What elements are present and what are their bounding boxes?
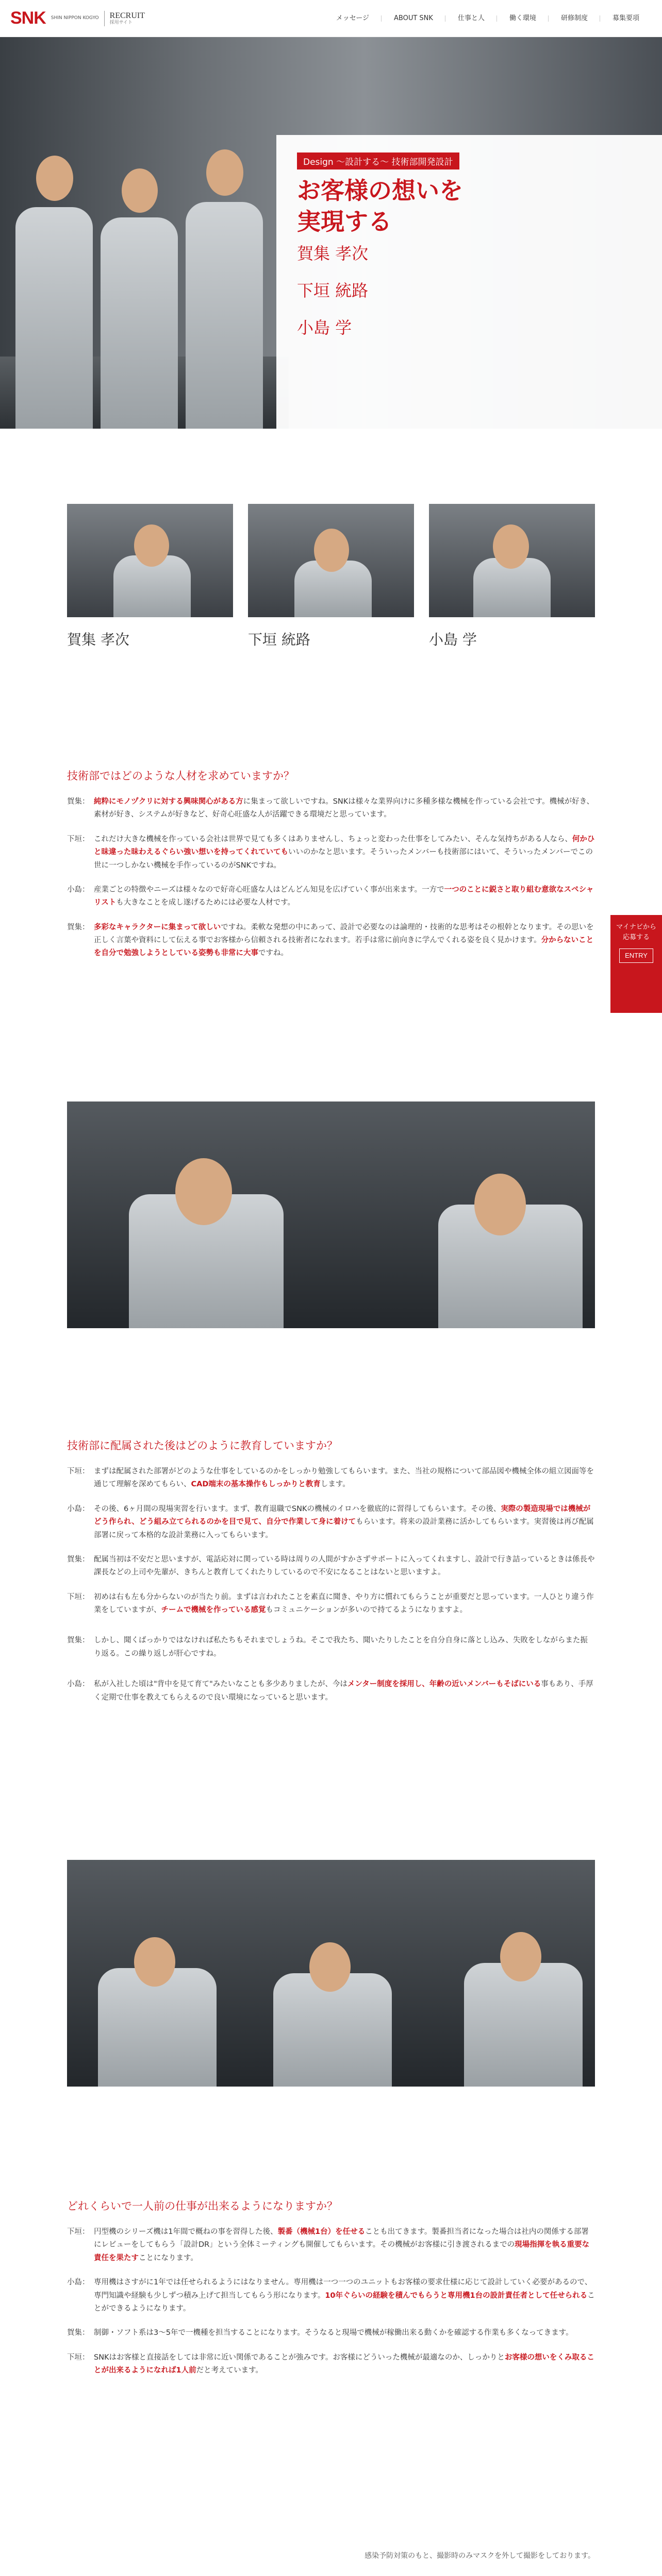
qa-section-1 [67,768,595,972]
hero-name-1: 賀集 孝次 [297,243,369,263]
answer: 下垣： これだけ大きな機械を作っている会社は世界で見ても多くはありませんし、ちょっと変わった仕事をしてみたい、そんな気持ちがある人なら、何かひと昧違った昧わえるぐらい強い想いを持ってくれていてもいいのかなと思います。そういったメンバーも技術部にはいて、そういったメンバーでこの世に一つしかない機械を手作っているのがSNKですね。 [67,835,595,870]
member-card [429,504,595,649]
member-photo [429,504,595,617]
nav-requirements[interactable]: 募集要項 [612,14,639,22]
question-heading: どれくらいで一人前の仕事が出来るようになりますか？ [67,2200,338,2212]
hero-photo [0,37,289,429]
answer: 下垣： SNKはお客様と直接話をしては非常に近い関係であることが強みです。お客様にどういった機械が最適なのか、しっかりとお客様の想いをくみ取ることが出来るようになれば1人前だと考えています。 [67,2353,594,2375]
member-photo [248,504,414,617]
member-card [67,504,233,649]
global-nav [324,0,652,37]
answer: 小島： その後、6ヶ月間の現場実習を行います。まず、教育退職でSNKの機械のイロハを徹底的に習得してもらいます。その後、実際の製造現場では機械がどう作られ、どう組み立てられるのかを目で見て、自分で作業して身に着けてもらいます。将来の設計業務に活かしてもらいます。実習後は再び配属部署に戻って本格的な設計業務に入ってもらいます。 [67,1504,594,1539]
hero-tag: Design ～設計する～ 技術部開発設計 [297,152,459,170]
interview-photo-2 [67,1860,595,2087]
answer: 小島： 産業ごとの特徴やニーズは様々なので好奇心旺盛な人はどんどん知見を広げていく事が出来ます。一方で一つのことに鋭さと取り組む意欲なスペシャリストも大きなことを成し遂げるためには必要な人材です。 [67,885,594,907]
logo-snk: SNK [10,8,46,28]
hero-section [0,37,662,429]
answer: 小島： 私が入社した頃は"背中を見て育て"みたいなことも多少ありましたが、今はメンター制度を採用し、年齢の近いメンバーもそばにいる事もあり、手厚く定期で仕事を教えてもらえるので良い環境になっていると思います。 [67,1680,593,1702]
entry-button[interactable]: ENTRY [619,948,653,963]
qa-section-2 [67,1437,595,1716]
answer: 賀集： しかし、聞くばっかりではなければ私たちもそれまでしょうね。そこで我たち、聞いたりしたことを自分自身に落とし込み、失敗をしながらまた振り返る。この繰り返しが肝心ですね。 [67,1636,588,1658]
hero-name-3: 小島 学 [297,317,352,337]
member-name: 賀集 孝次 [67,631,129,648]
answer: 小島： 専用機はさすがに1年では任せられるようにはなりません。専用機は一つ一つのユニットもお客様の要求仕様に応じて設計していく必要があるので、専門知識や経験も少しずつ積み上げて担当してもらう形になります。10年ぐらいの経験を積んでもらうと専用機1台の設計責任者として任せられることができるようになります。 [67,2278,595,2313]
member-name: 下垣 統路 [248,631,310,648]
answer: 下垣： 初めは右も左も分からないのが当たり前。まずは言われたことを素直に聞き、やり方に慣れてもらうことが重要だと思っています。一人ひとり違う作業をしていますが、チームで機械を作っている感覚もコミュニケーションが多いので持てるようになりますよ。 [67,1592,594,1614]
member-photo [67,504,233,617]
site-header [0,0,662,37]
question-heading: 技術部に配属された後はどのように教育していますか？ [67,1439,338,1452]
recruit-logo: RECRUIT 採用サイト [109,11,145,25]
photo-caption: 感染予防対策のもと、撮影時のみマスクを外して撮影をしております。 [365,2552,595,2560]
answer: 賀集： 純粋にモノヅクリに対する興味関心がある方に集まって欲しいですね。SNKは様々な業界向けに多種多様な機械を作っている会社です。機械が好き、素材が好き、システムが好きなど、好奇心旺盛な人が活躍できる環境だと思っています。 [67,798,594,819]
hero-name-2: 下垣 統路 [297,280,369,300]
mynavi-entry-button[interactable]: マイナビから 応募する ENTRY [610,915,662,1013]
hero-title-box [276,135,662,429]
logo-divider [104,11,105,26]
answer: 下垣： 円型機のシリーズ機は1年間で概ねの事を習得した後、製番（機械1台）を任せることも出てきます。製番担当者になった場合は社内の関係する部署にレビューをしてもらう「設計DR」という全体ミーティングも開催してもらいます。その機械がお客様に引き渡されるまでの現場指揮を執る重要な責任を果たすことになります。 [67,2228,590,2262]
interview-photo-1 [67,1101,595,1328]
nav-work-people[interactable]: 仕事と人 [445,0,497,37]
answer: 下垣： まずは配属された部署がどのような仕事をしているのかをしっかり勉強してもらいます。また、当社の規格について部品図や機械全体の組立図面等を通じて理解を深めてもらい、CAD端末の基本操作もしっかりと教育します。 [67,1467,594,1489]
member-name: 小島 学 [429,631,477,648]
answer: 賀集： 多彩なキャラクターに集まって欲しいですね。柔軟な発想の中にあって、設計で必要なのは論理的・技術的な思考はその根幹となります。その思いを正しく言葉や資料にして伝える事でお客様から信頼される技術者になれます。若手は常に前向きに学んでくれる姿を良く見かけます。分からないことを自分で勉強しようとしている姿勢も非常に大事ですね。 [67,923,594,958]
nav-environment[interactable]: 働く環境 [497,0,549,37]
answer: 賀集： 制御・ソフト系は3〜5年で一機種を担当することになります。そうなると現場で機械が稼働出来る動くかを確認する作業も多くなってきます。 [67,2329,573,2337]
answer: 賀集： 配属当初は不安だと思いますが、電話応対に関っている時は周りの人間がすかさずサポートに入ってくれますし、設計で行き詰っているときは係長や課長などの上司や先輩が、きちんと教育してくれたりしているので不安になることはないと思いますよ。 [67,1555,595,1577]
member-list [67,504,595,649]
site-logo[interactable] [10,8,145,28]
qa-section-3 [67,2198,595,2388]
hero-title: お客様の想いを 実現する [297,177,463,235]
member-card [248,504,414,649]
nav-training[interactable]: 研修制度 [549,0,600,37]
logo-sub: SHIN NIPPON KOGYO [51,15,99,21]
question-heading: 技術部ではどのような人材を求めていますか？ [67,770,294,782]
nav-about[interactable]: ABOUT SNK [382,0,445,37]
nav-message[interactable]: メッセージ [324,0,382,37]
